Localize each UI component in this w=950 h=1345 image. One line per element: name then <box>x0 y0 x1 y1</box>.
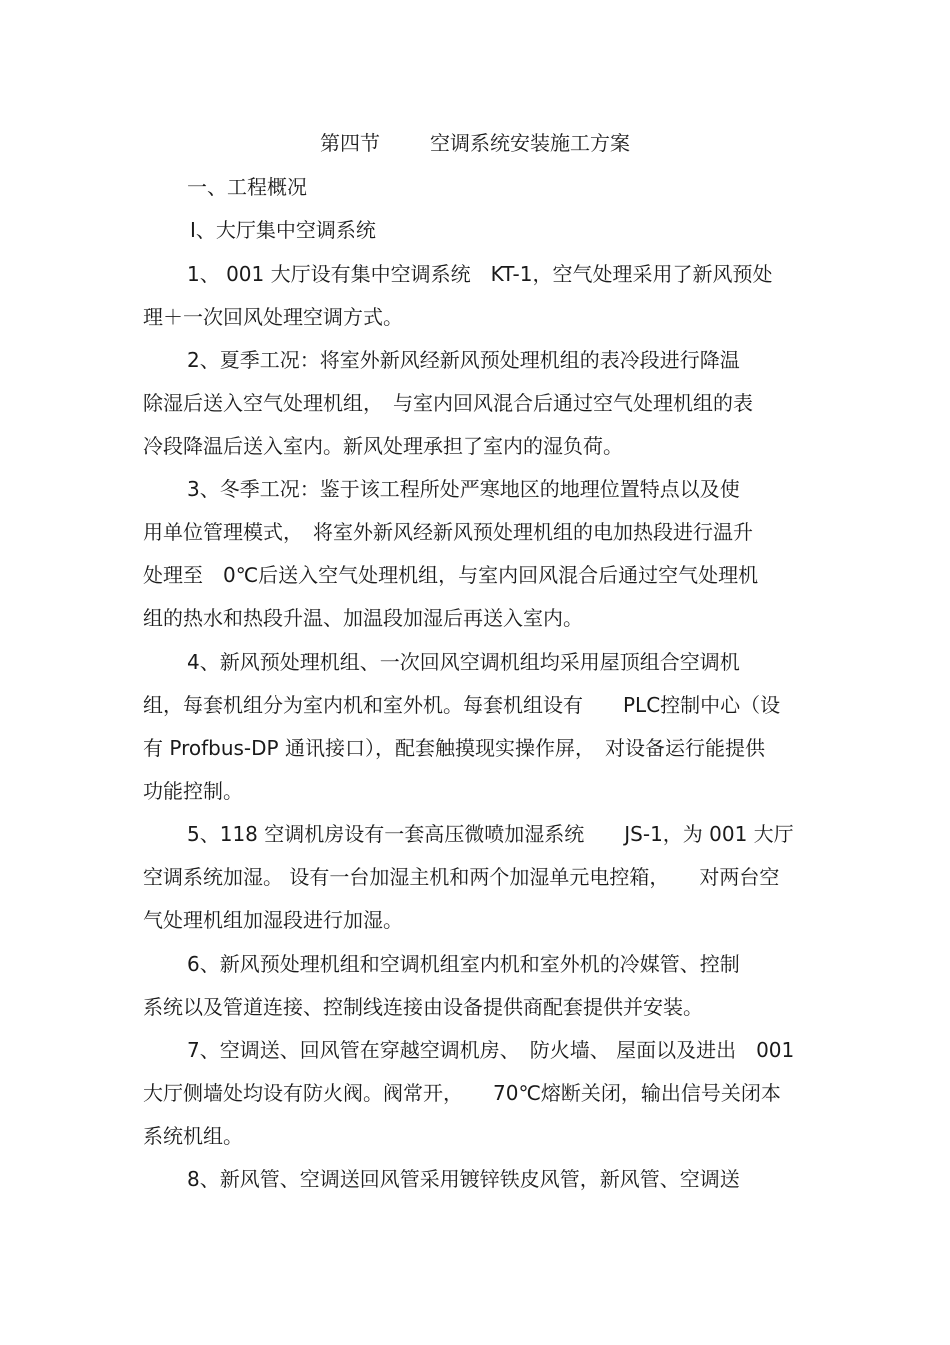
paragraph-line: 有 Profbus-DP 通讯接口），配套触摸现实操作屏， 对设备运行能提供 <box>143 736 765 760</box>
paragraph-line: 4、新风预处理机组、一次回风空调机组均采用屋顶组合空调机 <box>187 650 740 674</box>
heading-overview: 一、工程概况 <box>187 175 307 199</box>
paragraph-line: 空调系统加湿。 设有一台加湿主机和两个加湿单元电控箱， 对两台空 <box>143 865 780 889</box>
paragraph-line: 2、夏季工况：将室外新风经新风预处理机组的表冷段进行降温 <box>187 348 740 372</box>
paragraph-line: 3、冬季工况：鉴于该工程所处严寒地区的地理位置特点以及使 <box>187 477 740 501</box>
section-title <box>0 128 950 158</box>
section-heading: 空调系统安装施工方案 <box>430 131 630 155</box>
paragraph-line: 处理至 0℃后送入空气处理机组，与室内回风混合后通过空气处理机 <box>143 563 759 587</box>
paragraph-line: 除湿后送入空气处理机组， 与室内回风混合后通过空气处理机组的表 <box>143 391 753 415</box>
paragraph-line: 组，每套机组分为室内机和室外机。每套机组设有 PLC控制中心（设 <box>143 693 781 717</box>
paragraph-line: 功能控制。 <box>143 779 243 803</box>
paragraph-line: 7、空调送、回风管在穿越空调机房、 防火墙、 屋面以及进出 001 <box>187 1038 795 1062</box>
heading-hall-ac-system: Ⅰ、大厅集中空调系统 <box>190 218 376 242</box>
section-number: 第四节 <box>320 131 380 155</box>
paragraph-line: 1、 001 大厅设有集中空调系统 KT-1，空气处理采用了新风预处 <box>187 262 773 286</box>
paragraph-line: 系统机组。 <box>143 1124 243 1148</box>
paragraph-line: 系统以及管道连接、控制线连接由设备提供商配套提供并安装。 <box>143 995 703 1019</box>
paragraph-line: 气处理机组加湿段进行加湿。 <box>143 908 403 932</box>
paragraph-line: 5、118 空调机房设有一套高压微喷加湿系统 JS-1，为 001 大厅 <box>187 822 794 846</box>
paragraph-line: 大厅侧墙处均设有防火阀。阀常开， 70℃熔断关闭，输出信号关闭本 <box>143 1081 781 1105</box>
paragraph-line: 8、新风管、空调送回风管采用镀锌铁皮风管，新风管、空调送 <box>187 1167 740 1191</box>
paragraph-line: 组的热水和热段升温、加温段加湿后再送入室内。 <box>143 606 583 630</box>
paragraph-line: 用单位管理模式， 将室外新风经新风预处理机组的电加热段进行温升 <box>143 520 753 544</box>
paragraph-line: 冷段降温后送入室内。新风处理承担了室内的湿负荷。 <box>143 434 623 458</box>
paragraph-line: 理＋一次回风处理空调方式。 <box>143 305 403 329</box>
paragraph-line: 6、新风预处理机组和空调机组室内机和室外机的冷媒管、控制 <box>187 952 740 976</box>
